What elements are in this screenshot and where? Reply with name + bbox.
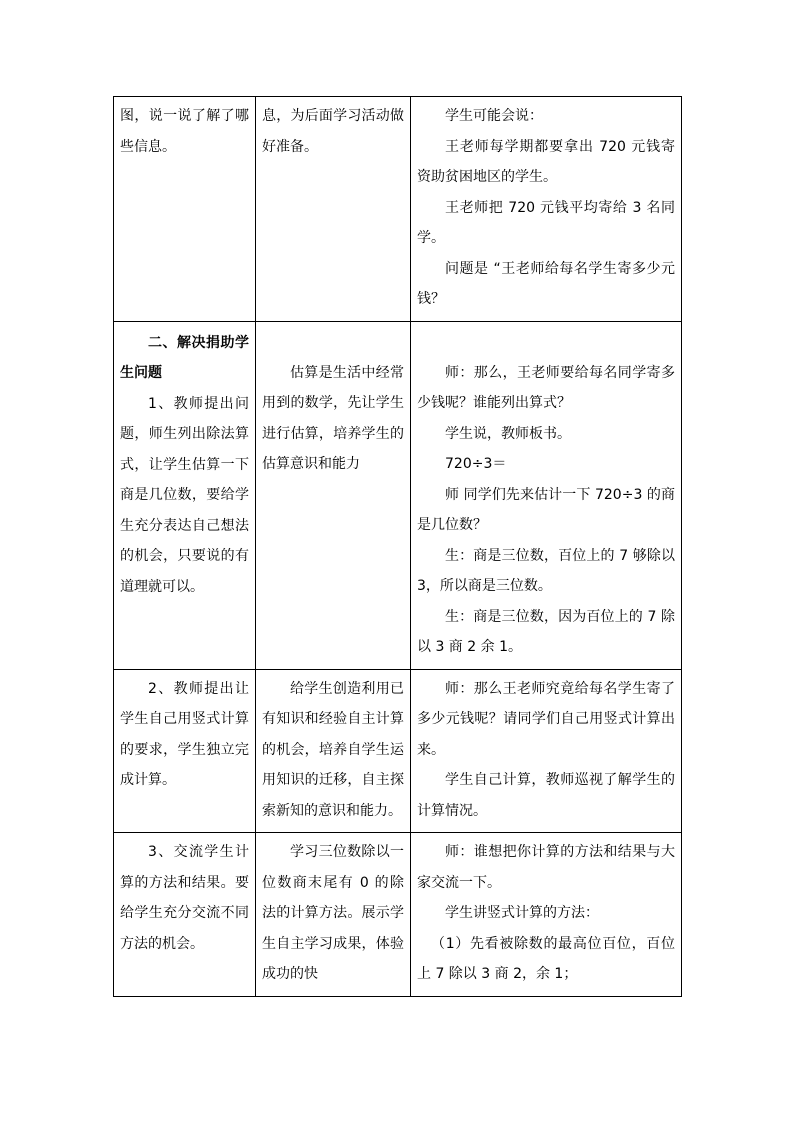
cell-paragraph: 生：商是三位数，因为百位上的 7 除以 3 商 2 余 1。 (417, 608, 675, 655)
table-row (114, 321, 682, 669)
cell-paragraph: 师：那么，王老师要给每名同学寄多少钱呢？谁能列出算式？ (417, 364, 675, 411)
intent-cell (256, 669, 411, 833)
cell-paragraph: 学生可能会说： (445, 108, 543, 124)
process-cell (114, 833, 256, 997)
process-cell (114, 669, 256, 833)
cell-paragraph: （1）先看被除数的最高位百位，百位上 7 除以 3 商 2，余 1； (417, 935, 675, 982)
cell-text: 3、交流学生计算的方法和结果。要给学生充分交流不同方法的机会。 (120, 844, 249, 952)
cell-paragraph: 问题是 “王老师给每名学生寄多少元钱？ (417, 260, 675, 307)
cell-paragraph: 师：谁想把你计算的方法和结果与大家交流一下。 (417, 844, 675, 891)
intent-cell (256, 833, 411, 997)
dialogue-cell (411, 669, 682, 833)
intent-cell (256, 97, 411, 322)
intent-cell (256, 321, 411, 669)
cell-text: 给学生创造利用已有知识和经验自主计算的机会，培养自学生运用知识的迁移，自主探索新知的意识和能力。 (262, 680, 404, 819)
table-row (114, 669, 682, 833)
dialogue-cell (411, 321, 682, 669)
process-cell (114, 97, 256, 322)
dialogue-cell (411, 833, 682, 997)
cell-text: 学习三位数除以一位数商末尾有 0 的除法的计算方法。展示学生自主学习成果，体验成功的快 (262, 844, 404, 982)
cell-text: 2、教师提出让学生自己用竖式计算的要求，学生独立完成计算。 (120, 680, 249, 788)
cell-text: 图，说一说了解了哪些信息。 (120, 108, 249, 155)
cell-paragraph: 学生讲竖式计算的方法： (445, 905, 599, 921)
section-heading: 二、解决捐助学生问题 (120, 334, 249, 381)
cell-paragraph: 王老师把 720 元钱平均寄给 3 名同学。 (417, 199, 675, 246)
cell-paragraph: 生：商是三位数，百位上的 7 够除以 3，所以商是三位数。 (417, 547, 675, 594)
process-cell (114, 321, 256, 669)
cell-text: 息，为后面学习活动做好准备。 (262, 108, 404, 155)
table-row (114, 833, 682, 997)
cell-paragraph: 师：那么王老师究竟给每名学生寄了多少元钱呢？请同学们自己用竖式计算出来。 (417, 680, 675, 758)
cell-text: 1、教师提出问题，师生列出除法算式，让学生估算一下商是几位数，要给学生充分表达自己想法的机会，只要说的有道理就可以。 (120, 395, 249, 595)
cell-paragraph: 学生说，教师板书。 (445, 425, 571, 442)
lesson-plan-table (113, 96, 682, 997)
cell-text: 估算是生活中经常用到的数学，先让学生进行估算，培养学生的估算意识和能力 (262, 364, 404, 472)
cell-paragraph: 720÷3＝ (445, 456, 507, 472)
table-row (114, 97, 682, 322)
dialogue-cell (411, 97, 682, 322)
cell-paragraph: 学生自己计算，教师巡视了解学生的计算情况。 (417, 772, 675, 819)
cell-paragraph: 师 同学们先来估计一下 720÷3 的商是几位数？ (417, 486, 675, 533)
cell-paragraph: 王老师每学期都要拿出 720 元钱寄资助贫困地区的学生。 (417, 138, 675, 185)
